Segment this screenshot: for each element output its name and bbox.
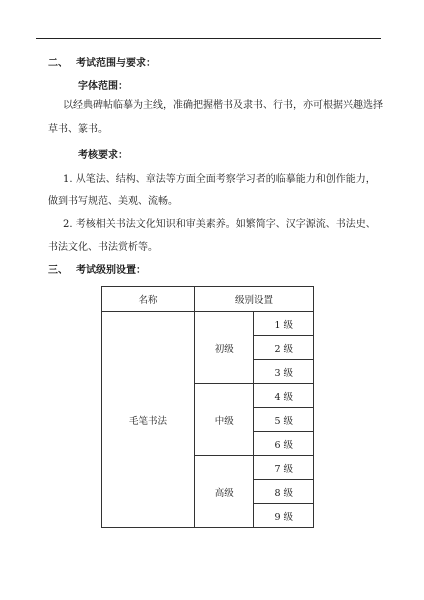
font-range-line-1: 以经典碑帖临摹为主线，准确把握楷书及隶书、行书，亦可根据兴趣选择	[63, 100, 383, 111]
section-3-number: 三、	[48, 265, 68, 276]
level-cell: 5 级	[254, 408, 314, 432]
section-3-title: 考试级别设置：	[76, 265, 146, 276]
header-name-cell: 名称	[102, 287, 195, 312]
group-cell-advanced: 高级	[194, 456, 254, 528]
font-range-title: 字体范围：	[78, 81, 128, 92]
assess-item-2-line-1: 2. 考核相关书法文化知识和审美素养。如繁简字、汉字源流、书法史、	[63, 219, 376, 230]
level-cell: 2 级	[254, 336, 314, 360]
section-2-heading	[48, 57, 156, 71]
level-cell: 4 级	[254, 384, 314, 408]
assess-title: 考核要求：	[78, 150, 128, 161]
font-range-line-2: 草书、篆书。	[48, 124, 108, 135]
section-3-heading	[48, 264, 146, 278]
level-cell: 1 级	[254, 312, 314, 336]
table-row	[102, 312, 314, 336]
subject-cell: 毛笔书法	[102, 312, 195, 528]
assess-item-2-line-2: 书法文化、书法赏析等。	[48, 242, 158, 253]
header-levels-cell: 级别设置	[194, 287, 313, 312]
level-cell: 7 级	[254, 456, 314, 480]
exam-level-table	[101, 286, 314, 528]
section-2-title: 考试范围与要求：	[76, 58, 156, 69]
group-cell-beginner: 初级	[194, 312, 254, 384]
assess-item-1-line-2: 做到书写规范、美观、流畅。	[48, 196, 178, 207]
assess-item-1-line-1: 1. 从笔法、结构、章法等方面全面考察学习者的临摹能力和创作能力，	[63, 174, 376, 185]
section-2-number: 二、	[48, 58, 68, 69]
level-cell: 6 级	[254, 432, 314, 456]
level-cell: 8 级	[254, 480, 314, 504]
level-cell: 3 级	[254, 360, 314, 384]
table-header-row	[102, 287, 314, 312]
top-rule	[36, 38, 381, 39]
group-cell-intermediate: 中级	[194, 384, 254, 456]
level-cell: 9 级	[254, 504, 314, 528]
